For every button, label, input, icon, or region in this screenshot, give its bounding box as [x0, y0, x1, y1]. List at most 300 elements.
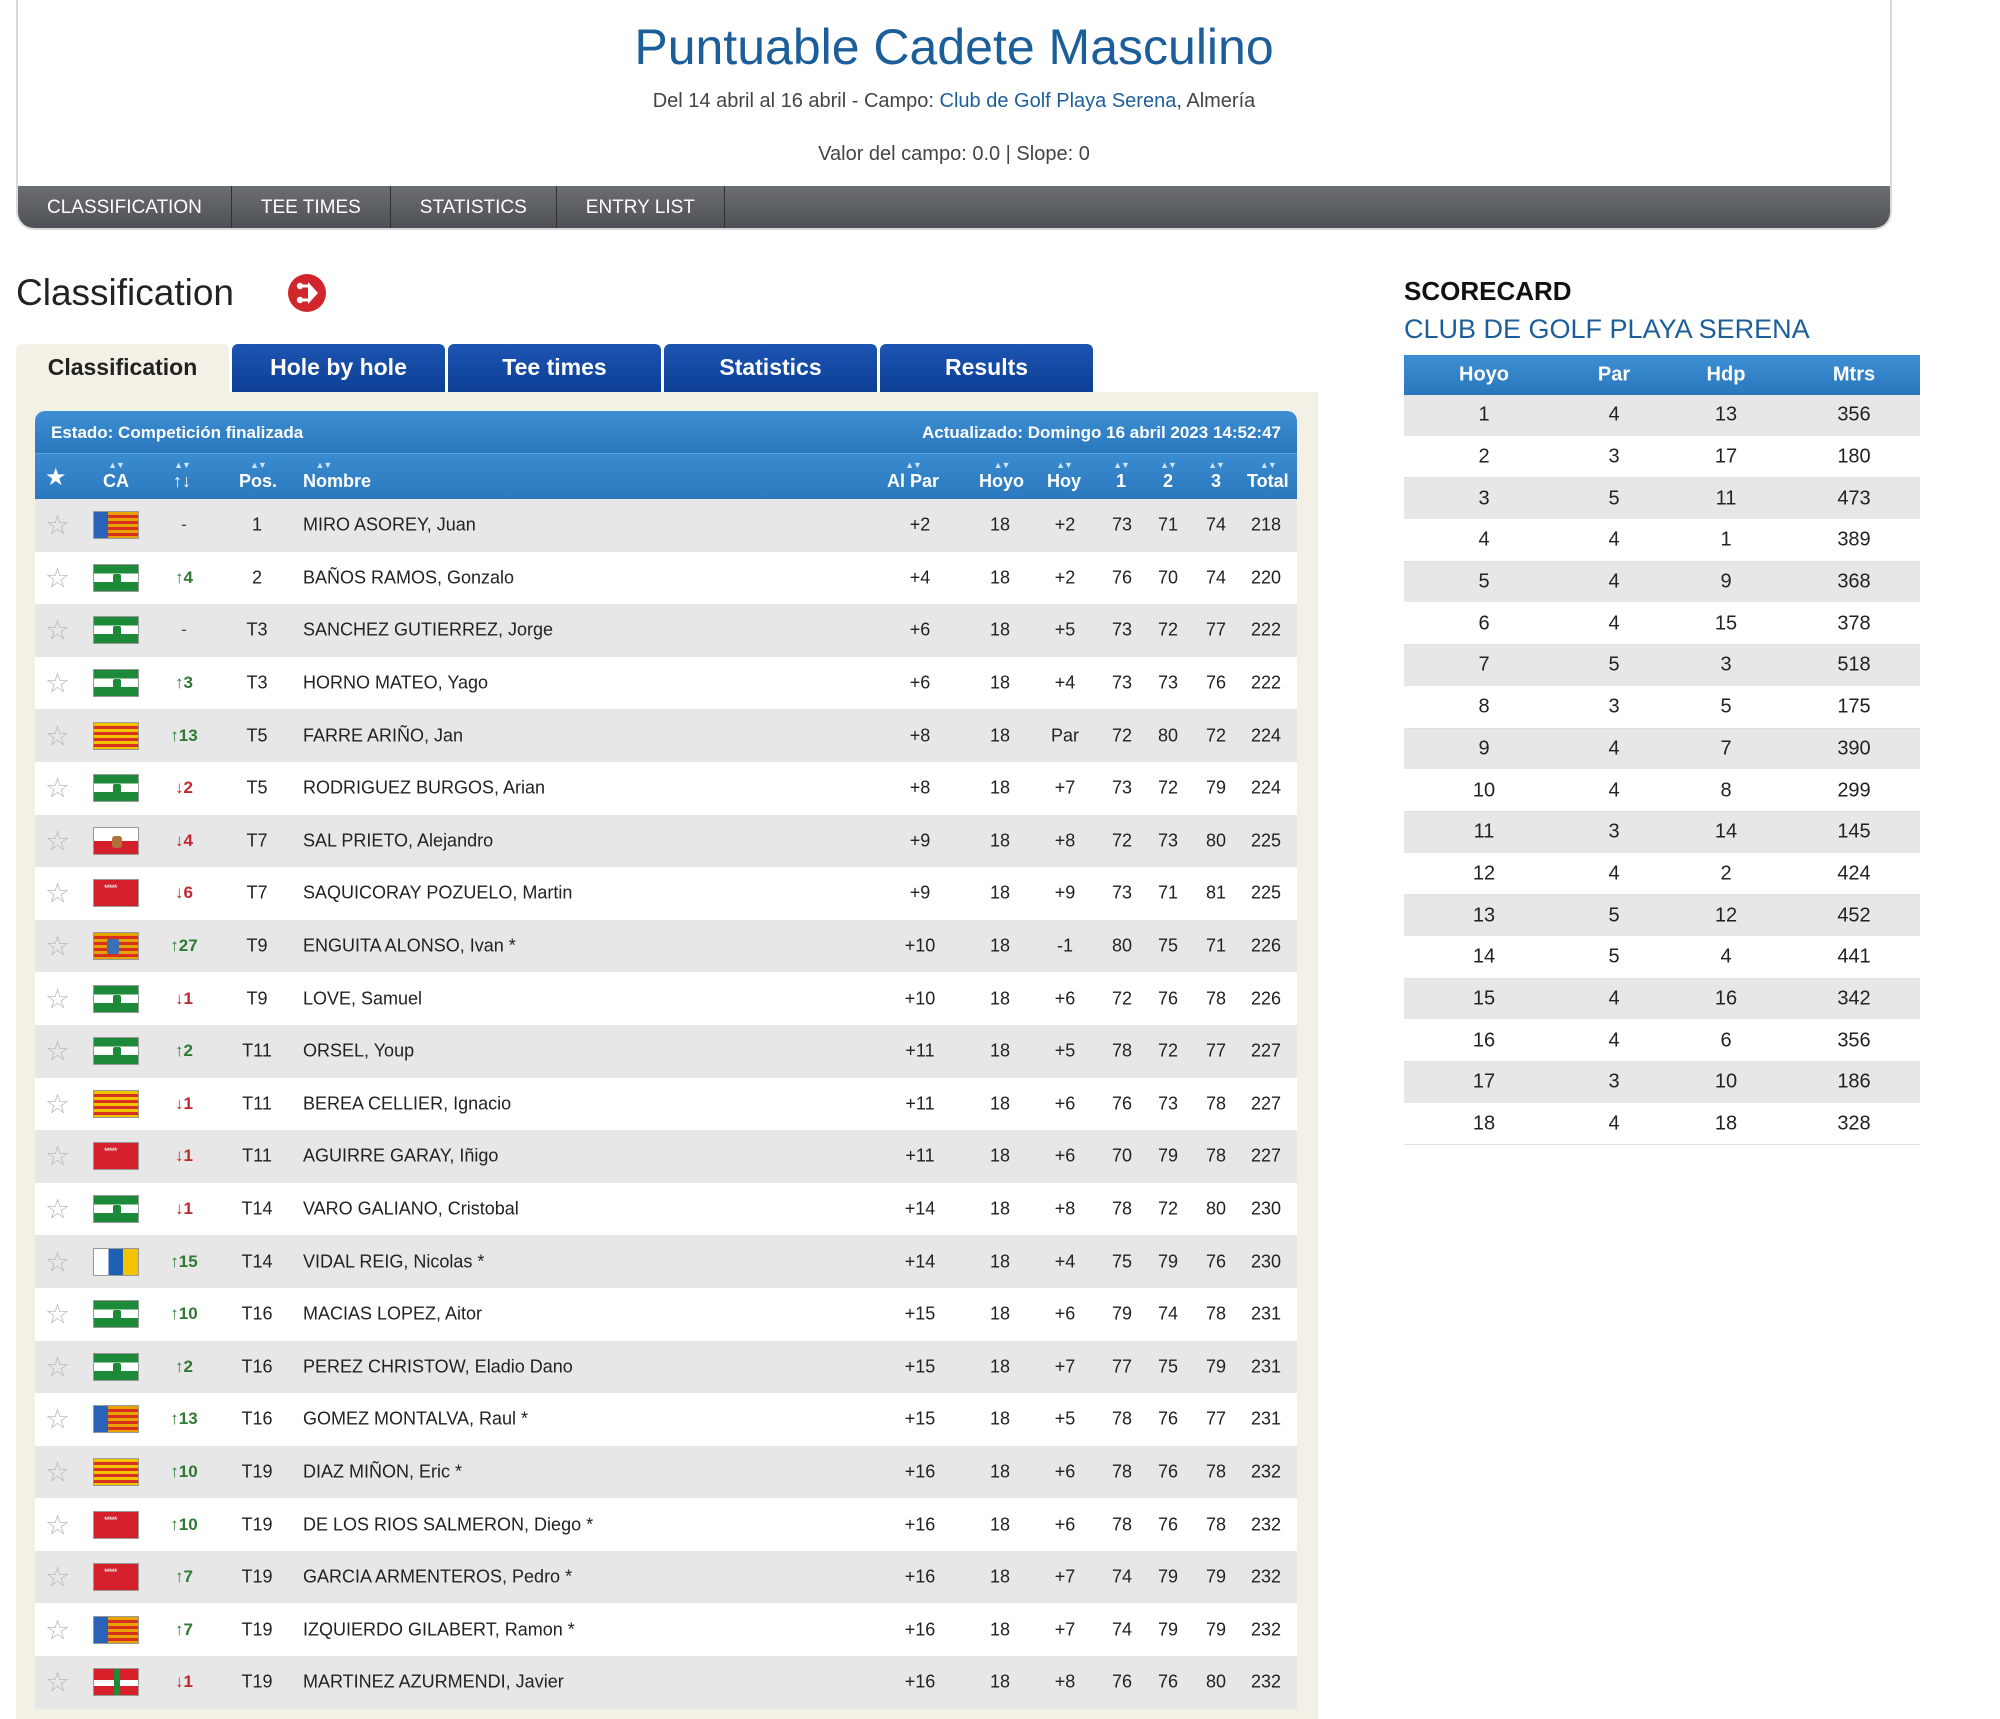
round-3-score: 78: [1205, 1461, 1227, 1482]
header-hoyo[interactable]: [979, 460, 1024, 492]
nav-statistics[interactable]: STATISTICS: [391, 186, 557, 230]
region-flag-icon: [93, 932, 139, 960]
total-score: 227: [1250, 1145, 1282, 1166]
position: T9: [246, 988, 268, 1009]
star-icon[interactable]: ☆: [45, 1666, 71, 1698]
round-1-score: 77: [1111, 1356, 1133, 1377]
holes-played: 18: [989, 777, 1011, 798]
header-round-2-label: 2: [1163, 471, 1174, 491]
arrow-down-icon: ↓: [175, 778, 184, 798]
scorecard-row: [1404, 395, 1920, 437]
hole-meters: 441: [1837, 945, 1871, 968]
hole-par: 3: [1608, 820, 1620, 843]
round-1-score: 73: [1111, 777, 1133, 798]
tab-tee-times[interactable]: Tee times: [448, 344, 661, 392]
hole-handicap: 6: [1720, 1029, 1732, 1052]
table-row[interactable]: [35, 1288, 1297, 1341]
holes-played: 18: [989, 1303, 1011, 1324]
region-flag-icon: [93, 879, 139, 907]
course-location: , Almería: [1176, 90, 1256, 112]
position: T11: [242, 1093, 272, 1114]
round-2-score: 75: [1157, 1356, 1179, 1377]
score-to-par: +16: [904, 1514, 936, 1535]
star-icon[interactable]: ☆: [45, 825, 71, 857]
scorecard-title: SCORECARD: [1404, 276, 1572, 306]
classification-tabs: [16, 344, 1096, 392]
player-name[interactable]: IZQUIERDO GILABERT, Ramon *: [303, 1619, 575, 1640]
round-2-score: 70: [1157, 567, 1179, 588]
tab-results[interactable]: Results: [880, 344, 1093, 392]
tab-classification[interactable]: Classification: [16, 344, 229, 392]
position: T7: [246, 830, 268, 851]
header-name-label: Nombre: [303, 471, 372, 491]
score-to-par: +6: [909, 672, 931, 693]
position: T19: [241, 1671, 273, 1692]
tab-statistics[interactable]: Statistics: [664, 344, 877, 392]
player-name[interactable]: SAL PRIETO, Alejandro: [303, 830, 494, 851]
score-to-par: +10: [904, 988, 936, 1009]
round-1-score: 78: [1111, 1461, 1133, 1482]
holes-played: 18: [989, 935, 1011, 956]
table-row[interactable]: [35, 1551, 1297, 1604]
arrow-up-icon: ↑: [170, 725, 179, 745]
star-icon[interactable]: ☆: [45, 1246, 71, 1278]
total-score: 220: [1250, 567, 1282, 588]
player-name[interactable]: VARO GALIANO, Cristobal: [303, 1198, 519, 1219]
table-row[interactable]: [35, 920, 1297, 973]
score-to-par: +16: [904, 1566, 936, 1587]
score-to-par: +4: [909, 567, 931, 588]
holes-played: 18: [989, 1251, 1011, 1272]
player-name[interactable]: BEREA CELLIER, Ignacio: [303, 1093, 512, 1114]
round-2-score: 72: [1157, 1198, 1179, 1219]
total-score: 231: [1250, 1303, 1282, 1324]
round-3-score: 79: [1205, 1356, 1227, 1377]
round-3-score: 78: [1205, 1514, 1227, 1535]
header-name[interactable]: [303, 460, 372, 492]
header-move[interactable]: [173, 460, 191, 492]
round-1-score: 78: [1111, 1198, 1133, 1219]
today-score: +6: [1054, 1461, 1076, 1482]
today-score: +8: [1054, 830, 1076, 851]
round-3-score: 77: [1205, 1040, 1227, 1061]
position-change-value: 3: [183, 673, 193, 693]
table-row[interactable]: [35, 1603, 1297, 1656]
arrow-up-icon: ↑: [175, 1619, 184, 1639]
round-2-score: 79: [1157, 1566, 1179, 1587]
holes-played: 18: [989, 1145, 1011, 1166]
star-icon[interactable]: ☆: [45, 1509, 71, 1541]
score-to-par: +15: [904, 1408, 936, 1429]
hole-handicap: 8: [1720, 779, 1732, 802]
position: T14: [241, 1198, 273, 1219]
scorecard-row: [1404, 937, 1920, 979]
player-name[interactable]: SAQUICORAY POZUELO, Martin: [303, 882, 573, 903]
star-icon[interactable]: ☆: [45, 614, 71, 646]
round-1-score: 80: [1111, 935, 1133, 956]
hole-handicap: 14: [1714, 820, 1738, 843]
table-row[interactable]: [35, 499, 1297, 552]
round-2-score: 76: [1157, 1671, 1179, 1692]
position: T19: [241, 1619, 273, 1640]
star-icon[interactable]: ☆: [45, 1298, 71, 1330]
header-ca[interactable]: [103, 460, 129, 492]
region-flag-icon: [93, 774, 139, 802]
header-total-label: Total: [1247, 471, 1289, 491]
total-score: 232: [1250, 1461, 1282, 1482]
score-to-par: +14: [904, 1251, 936, 1272]
today-score: +4: [1054, 672, 1076, 693]
header-alpar-label: Al Par: [887, 471, 940, 491]
total-score: 232: [1250, 1514, 1282, 1535]
position-change: [163, 1567, 205, 1587]
player-name[interactable]: ENGUITA ALONSO, Ivan *: [303, 935, 516, 956]
status-bar: [35, 411, 1297, 453]
header-ca-label: CA: [103, 471, 129, 491]
hole-meters: 368: [1837, 570, 1871, 593]
header-move-label: ↑↓: [173, 471, 191, 491]
round-1-score: 78: [1111, 1514, 1133, 1535]
player-name[interactable]: FARRE ARIÑO, Jan: [303, 725, 464, 746]
holes-played: 18: [989, 1671, 1011, 1692]
hole-number: 2: [1478, 445, 1490, 468]
round-3-score: 78: [1205, 1093, 1227, 1114]
table-row[interactable]: [35, 1446, 1297, 1499]
total-score: 225: [1250, 882, 1282, 903]
leaderboard-rows: [35, 499, 1297, 1709]
hole-number: 6: [1478, 612, 1490, 635]
scorecard-row: [1404, 812, 1920, 854]
today-score: +2: [1054, 567, 1076, 588]
star-icon[interactable]: ☆: [45, 930, 71, 962]
holes-played: 18: [989, 1461, 1011, 1482]
scorecard-table: [1404, 355, 1920, 1145]
holes-played: 18: [989, 1198, 1011, 1219]
hole-number: 1: [1478, 403, 1490, 426]
position-change: [163, 620, 205, 640]
tournament-header: [16, 0, 1892, 230]
hole-handicap: 15: [1714, 612, 1738, 635]
position-change-value: 2: [183, 778, 193, 798]
position: T3: [246, 672, 268, 693]
score-to-par: +16: [904, 1619, 936, 1640]
round-1-score: 72: [1111, 725, 1133, 746]
round-1-score: 76: [1111, 567, 1133, 588]
round-3-score: 80: [1205, 1671, 1227, 1692]
region-flag-icon: [93, 1511, 139, 1539]
scorecard-header-hdp: Hdp: [1706, 363, 1746, 386]
star-icon[interactable]: ☆: [45, 509, 71, 541]
score-to-par: +11: [905, 1040, 935, 1061]
table-row[interactable]: [35, 1393, 1297, 1446]
position-change: [163, 989, 205, 1009]
round-2-score: 76: [1157, 1514, 1179, 1535]
player-name[interactable]: GARCIA ARMENTEROS, Pedro *: [303, 1566, 573, 1587]
today-score: +8: [1054, 1671, 1076, 1692]
round-2-score: 73: [1157, 830, 1179, 851]
holes-played: 18: [989, 1566, 1011, 1587]
star-icon[interactable]: ☆: [45, 1614, 71, 1646]
course-link[interactable]: Club de Golf Playa Serena: [939, 90, 1177, 112]
scorecard-row: [1404, 979, 1920, 1021]
sort-icon: ▲▼: [1259, 460, 1276, 470]
hole-meters: 424: [1837, 862, 1871, 885]
hole-number: 5: [1478, 570, 1490, 593]
player-name[interactable]: DE LOS RIOS SALMERON, Diego *: [303, 1514, 594, 1535]
table-row[interactable]: [35, 762, 1297, 815]
today-score: +6: [1054, 1093, 1076, 1114]
region-flag-icon: [93, 564, 139, 592]
page-title: Classification: [16, 272, 234, 313]
round-2-score: 76: [1157, 1408, 1179, 1429]
star-icon[interactable]: ☆: [45, 1035, 71, 1067]
scorecard-header: [1404, 355, 1920, 395]
star-icon[interactable]: ☆: [45, 1140, 71, 1172]
table-row[interactable]: [35, 815, 1297, 868]
star-icon[interactable]: ☆: [45, 1561, 71, 1593]
table-row[interactable]: [35, 1183, 1297, 1236]
position-change-value: 27: [178, 936, 198, 956]
hole-number: 4: [1478, 528, 1490, 551]
star-icon[interactable]: ☆: [45, 1456, 71, 1488]
hole-meters: 186: [1837, 1070, 1871, 1093]
arrow-up-icon: ↑: [175, 1567, 184, 1587]
table-row[interactable]: [35, 867, 1297, 920]
holes-played: 18: [989, 567, 1011, 588]
tournament-title: Puntuable Cadete Masculino: [634, 19, 1274, 75]
scorecard-row: [1404, 1020, 1920, 1062]
region-flag-icon: [93, 1405, 139, 1433]
scorecard-row: [1404, 1104, 1920, 1146]
arrow-up-icon: ↑: [170, 1251, 179, 1271]
hole-handicap: 2: [1720, 862, 1732, 885]
position: 2: [251, 567, 262, 588]
star-icon[interactable]: ☆: [45, 1403, 71, 1435]
star-icon[interactable]: ☆: [45, 877, 71, 909]
hole-handicap: 12: [1714, 904, 1738, 927]
player-name[interactable]: PEREZ CHRISTOW, Eladio Dano: [303, 1356, 573, 1377]
arrow-down-icon: ↓: [175, 1093, 184, 1113]
hole-handicap: 7: [1720, 737, 1732, 760]
hole-par: 4: [1608, 779, 1620, 802]
total-score: 227: [1250, 1093, 1282, 1114]
position-change-value: 1: [183, 1146, 193, 1166]
star-icon[interactable]: ☆: [45, 562, 71, 594]
holes-played: 18: [989, 1356, 1011, 1377]
tab-hole-by-hole[interactable]: Hole by hole: [232, 344, 445, 392]
arrow-up-icon: ↑: [170, 1461, 179, 1481]
player-name[interactable]: VIDAL REIG, Nicolas *: [303, 1251, 485, 1272]
table-row[interactable]: [35, 972, 1297, 1025]
player-name[interactable]: MIRO ASOREY, Juan: [303, 514, 476, 535]
header-alpar[interactable]: [887, 460, 940, 492]
player-name[interactable]: RODRIGUEZ BURGOS, Arian: [303, 777, 546, 798]
round-3-score: 77: [1205, 619, 1227, 640]
header-hoy[interactable]: [1047, 460, 1082, 492]
holes-played: 18: [989, 672, 1011, 693]
round-2-score: 79: [1157, 1619, 1179, 1640]
position-change: [163, 1199, 205, 1219]
round-2-score: 79: [1157, 1251, 1179, 1272]
sort-icon: ▲▼: [1160, 460, 1176, 470]
player-name[interactable]: MACIAS LOPEZ, Aitor: [303, 1303, 483, 1324]
header-round-1[interactable]: [1113, 460, 1129, 492]
player-name[interactable]: BAÑOS RAMOS, Gonzalo: [303, 567, 515, 588]
hole-meters: 180: [1837, 445, 1871, 468]
star-icon[interactable]: ☆: [45, 1351, 71, 1383]
region-flag-icon: [93, 1248, 139, 1276]
position: T11: [242, 1145, 272, 1166]
sort-icon: ▲▼: [1056, 460, 1072, 470]
arrow-up-icon: ↑: [170, 936, 179, 956]
player-name[interactable]: AGUIRRE GARAY, Iñigo: [303, 1145, 499, 1166]
hole-meters: 452: [1837, 904, 1871, 927]
scorecard-header-mtrs: Mtrs: [1832, 363, 1876, 386]
round-3-score: 74: [1205, 567, 1227, 588]
region-flag-icon: [93, 1668, 139, 1696]
scorecard-row: [1404, 437, 1920, 479]
nav-classification[interactable]: CLASSIFICATION: [18, 186, 232, 230]
sort-icon: ▲▼: [174, 460, 190, 470]
table-row[interactable]: [35, 1498, 1297, 1551]
scorecard-row: [1404, 854, 1920, 896]
today-score: +9: [1054, 882, 1076, 903]
position-change: [163, 831, 205, 851]
scorecard-row: [1404, 562, 1920, 604]
top-nav: [18, 186, 1890, 230]
arrow-down-icon: ↓: [175, 1199, 184, 1219]
round-3-score: 80: [1205, 830, 1227, 851]
position-change: [163, 1357, 205, 1377]
table-row[interactable]: [35, 657, 1297, 710]
leaderboard-table: [35, 411, 1297, 1709]
hole-par: 4: [1608, 1112, 1620, 1135]
today-score: +7: [1054, 1356, 1076, 1377]
position: T9: [246, 935, 268, 956]
star-icon[interactable]: ☆: [45, 667, 71, 699]
total-score: 224: [1250, 777, 1282, 798]
region-flag-icon: [93, 616, 139, 644]
position: T19: [241, 1514, 273, 1535]
score-to-par: +15: [904, 1303, 936, 1324]
table-row[interactable]: [35, 1235, 1297, 1288]
position: T5: [246, 777, 268, 798]
player-name[interactable]: SANCHEZ GUTIERREZ, Jorge: [303, 619, 554, 640]
hole-meters: 473: [1837, 487, 1871, 510]
hole-meters: 145: [1837, 820, 1871, 843]
position-change: [163, 1304, 205, 1324]
region-flag-icon: [93, 1142, 139, 1170]
today-score: +2: [1054, 514, 1076, 535]
header-total[interactable]: [1247, 460, 1289, 492]
position-change-value: 10: [178, 1304, 198, 1324]
table-row[interactable]: [35, 1656, 1297, 1709]
round-2-score: 71: [1157, 514, 1179, 535]
nav-tee-times[interactable]: TEE TIMES: [232, 186, 391, 230]
position-change: [163, 936, 205, 956]
header-pos[interactable]: [239, 460, 278, 492]
star-icon[interactable]: ☆: [45, 772, 71, 804]
scorecard-row: [1404, 478, 1920, 520]
score-to-par: +9: [909, 830, 931, 851]
position-change-value: 4: [183, 567, 193, 587]
share-arrow-icon[interactable]: [288, 274, 326, 312]
hole-meters: 389: [1837, 528, 1871, 551]
hole-par: 3: [1608, 445, 1620, 468]
player-name[interactable]: GOMEZ MONTALVA, Raul *: [303, 1408, 529, 1429]
holes-played: 18: [989, 988, 1011, 1009]
today-score: +6: [1054, 988, 1076, 1009]
header-pos-label: Pos.: [239, 471, 278, 491]
player-name[interactable]: HORNO MATEO, Yago: [303, 672, 489, 693]
player-name[interactable]: LOVE, Samuel: [303, 988, 423, 1009]
table-row[interactable]: [35, 1025, 1297, 1078]
table-row[interactable]: [35, 1078, 1297, 1131]
score-to-par: +8: [909, 777, 931, 798]
table-row[interactable]: [35, 552, 1297, 605]
table-row[interactable]: [35, 604, 1297, 657]
header-round-2[interactable]: [1160, 460, 1176, 492]
player-name[interactable]: ORSEL, Youp: [303, 1040, 415, 1061]
header-round-3[interactable]: [1208, 460, 1224, 492]
round-1-score: 79: [1111, 1303, 1133, 1324]
hole-par: 4: [1608, 403, 1620, 426]
table-row[interactable]: [35, 709, 1297, 762]
region-flag-icon: [93, 1037, 139, 1065]
header-favorite-star-icon[interactable]: ★: [45, 464, 67, 491]
score-to-par: +16: [904, 1671, 936, 1692]
round-1-score: 74: [1111, 1566, 1133, 1587]
hole-number: 10: [1472, 779, 1496, 802]
hole-par: 5: [1608, 653, 1620, 676]
scorecard-row: [1404, 687, 1920, 729]
position-change-value: 13: [178, 725, 198, 745]
score-to-par: +2: [909, 514, 931, 535]
player-name[interactable]: DIAZ MIÑON, Eric *: [303, 1461, 463, 1482]
nav-entry-list[interactable]: ENTRY LIST: [557, 186, 725, 230]
round-2-score: 73: [1157, 672, 1179, 693]
star-icon[interactable]: ☆: [45, 720, 71, 752]
header-hoyo-label: Hoyo: [979, 471, 1024, 491]
round-2-score: 76: [1157, 988, 1179, 1009]
round-2-score: 72: [1157, 1040, 1179, 1061]
score-to-par: +10: [904, 935, 936, 956]
round-3-score: 78: [1205, 1145, 1227, 1166]
total-score: 232: [1250, 1619, 1282, 1640]
hole-number: 13: [1472, 904, 1496, 927]
star-icon[interactable]: ☆: [45, 983, 71, 1015]
star-icon[interactable]: ☆: [45, 1088, 71, 1120]
round-3-score: 78: [1205, 1303, 1227, 1324]
round-3-score: 77: [1205, 1408, 1227, 1429]
today-score: +6: [1054, 1145, 1076, 1166]
player-name[interactable]: MARTINEZ AZURMENDI, Javier: [303, 1671, 564, 1692]
hole-handicap: 18: [1714, 1112, 1738, 1135]
position-change-value: 7: [183, 1567, 193, 1587]
table-row[interactable]: [35, 1341, 1297, 1394]
score-to-par: +15: [904, 1356, 936, 1377]
region-flag-icon: [93, 669, 139, 697]
star-icon[interactable]: ☆: [45, 1193, 71, 1225]
position-change: [163, 726, 205, 746]
today-score: +8: [1054, 1198, 1076, 1219]
hole-handicap: 4: [1720, 945, 1732, 968]
round-3-score: 76: [1205, 1251, 1227, 1272]
table-row[interactable]: [35, 1130, 1297, 1183]
hole-handicap: 9: [1720, 570, 1732, 593]
table-header: [35, 453, 1297, 499]
position-change: [163, 1620, 205, 1640]
